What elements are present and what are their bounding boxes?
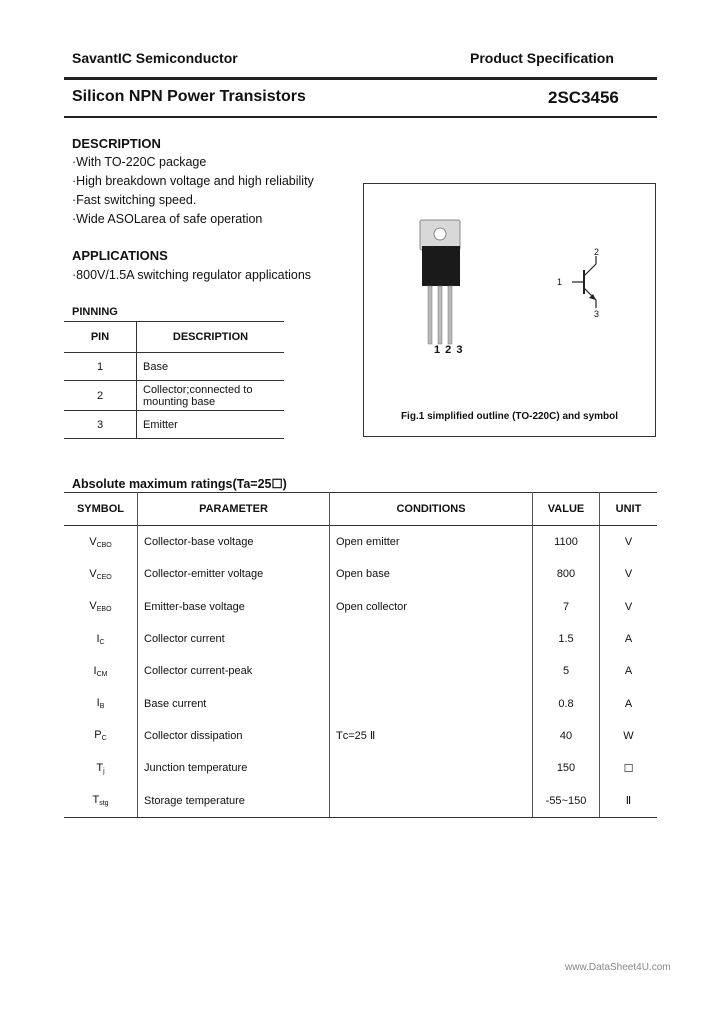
symbol-col-header: SYMBOL [64,493,138,526]
parameter-cell: Collector dissipation [138,720,330,752]
symbol-subscript: CEO [96,573,112,581]
parameter-cell: Collector-base voltage [138,526,330,559]
ratings-table [64,492,657,818]
ratings-heading: Absolute maximum ratings(Ta=25☐) [72,477,287,491]
value-cell: 150 [533,752,600,784]
company-name: SavantIC Semiconductor [72,50,238,66]
pin-number: 3 [64,411,137,439]
pin-description: Emitter [137,411,285,439]
parameter-cell: Storage temperature [138,784,330,817]
symbol-subscript: stg [99,800,109,808]
product-line: Silicon NPN Power Transistors [72,88,306,105]
value-cell: 0.8 [533,687,600,719]
unit-cell: A [624,665,633,678]
symbol-subscript: EBO [96,606,112,614]
symbol-cell [64,591,138,623]
symbol-cell [64,687,138,719]
pinning-table [64,321,284,439]
table-row [64,784,657,817]
symbol-cell [64,526,138,559]
parameter-cell: Collector current [138,623,330,655]
symbol-letter: I [93,664,97,677]
conditions-cell [330,752,533,784]
unit-col-header: UNIT [600,493,658,526]
value-cell: 40 [533,720,600,752]
parameter-cell: Collector current-peak [138,655,330,687]
unit-cell: V [624,536,633,549]
symbol-subscript: CBO [96,541,112,549]
table-row [64,353,284,381]
applications-item: ·800V/1.5A switching regulator applications [72,268,312,282]
conditions-cell [330,655,533,687]
unit-cell: ☐ [623,762,634,775]
symbol-cell [64,784,138,817]
unit-cell: A [624,697,633,710]
to220-package-image [414,218,474,348]
value-cell: 1100 [533,526,600,559]
table-row [64,720,657,752]
figure-caption: Fig.1 simplified outline (TO-220C) and symbol [400,411,619,422]
symbol-letter: I [96,632,100,645]
value-cell: 1.5 [533,623,600,655]
unit-cell: W [623,729,634,742]
symbol-cell [64,558,138,590]
symbol-letter: T [92,794,100,807]
watermark: www.DataSheet4U.com [565,962,671,973]
conditions-cell: Tᴄ=25 Ⅱ [330,720,533,752]
symbol-letter: V [89,600,97,613]
parameter-col-header: PARAMETER [138,493,330,526]
value-cell: 5 [533,655,600,687]
part-number: 2SC3456 [548,88,619,107]
table-row [64,687,657,719]
description-item: ·Wide ASOLarea of safe operation [72,212,263,226]
parameter-cell: Emitter-base voltage [138,591,330,623]
value-cell: 800 [533,558,600,590]
value-col-header: VALUE [533,493,600,526]
description-item: ·With TO-220C package [72,155,207,169]
table-row [64,591,657,623]
value-cell: 7 [533,591,600,623]
unit-cell: A [624,633,633,646]
symbol-pin-1-label: 1 [557,277,563,287]
ratings-body [64,526,657,818]
pinning-heading: PINNING [72,306,118,318]
conditions-cell: Open base [330,558,533,590]
pin-col-header: PIN [64,322,137,353]
symbol-subscript: B [99,703,105,711]
conditions-cell [330,784,533,817]
symbol-subscript: j [103,767,105,775]
parameter-cell: Base current [138,687,330,719]
symbol-letter: V [89,567,97,580]
conditions-cell [330,623,533,655]
table-row [64,411,284,439]
parameter-cell: Collector-emitter voltage [138,558,330,590]
pin-number: 2 [64,381,137,411]
header-rule-top [64,77,657,80]
figure-box [363,183,656,437]
description-item: ·Fast switching speed. [72,193,197,207]
unit-cell: V [624,568,633,581]
ratings-header-row [64,493,657,526]
unit-cell: V [624,600,633,613]
table-row [64,655,657,687]
conditions-col-header: CONDITIONS [330,493,533,526]
symbol-subscript: C [101,735,107,743]
value-cell: -55~150 [533,784,600,817]
parameter-cell: Junction temperature [138,752,330,784]
symbol-cell [64,752,138,784]
symbol-letter: V [89,535,97,548]
conditions-cell: Open collector [330,591,533,623]
table-row [64,558,657,590]
pin-description: Base [137,353,285,381]
symbol-cell [64,655,138,687]
symbol-cell [64,720,138,752]
desc-col-header: DESCRIPTION [137,322,285,353]
conditions-cell: Open emitter [330,526,533,559]
table-row [64,623,657,655]
pin-description: Collector;connected to mounting base [137,381,285,411]
description-item: ·High breakdown voltage and high reliability [72,174,314,188]
applications-heading: APPLICATIONS [72,248,168,263]
table-row [64,526,657,559]
symbol-cell [64,623,138,655]
symbol-subscript: C [99,638,105,646]
symbol-subscript: CM [96,670,108,678]
table-row [64,752,657,784]
symbol-pin-2-label: 2 [594,247,600,257]
description-heading: DESCRIPTION [72,136,161,151]
pin-number: 1 [64,353,137,381]
table-row [64,381,284,411]
header-rule-bottom [64,116,657,118]
unit-cell: Ⅱ [600,784,658,817]
doc-type: Product Specification [470,50,614,66]
symbol-letter: I [96,697,100,710]
symbol-letter: T [96,761,104,774]
package-pin-labels: 1 2 3 [434,344,464,356]
conditions-cell [330,687,533,719]
symbol-pin-3-label: 3 [594,309,600,319]
symbol-letter: P [94,729,102,742]
